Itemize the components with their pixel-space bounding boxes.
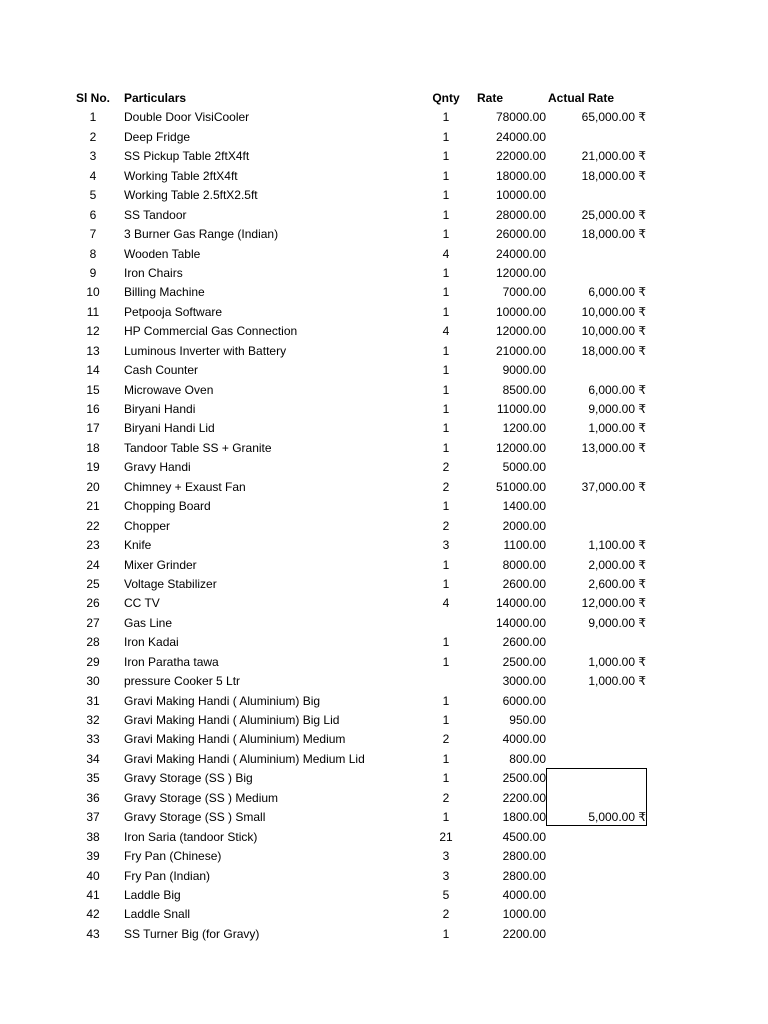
header-actual-rate: Actual Rate	[548, 91, 615, 105]
cell-particulars: Gravi Making Handi ( Aluminium) Medium	[124, 732, 346, 747]
cell-particulars: Gas Line	[124, 615, 173, 630]
cell-rate: 7000.00	[502, 285, 546, 300]
cell-sl-no: 11	[86, 304, 100, 319]
cell-particulars: Chimney + Exaust Fan	[124, 479, 246, 494]
cell-actual-rate: 9,000.00 ₹	[588, 615, 646, 630]
cell-selection-box	[546, 768, 647, 826]
cell-sl-no: 7	[89, 227, 97, 242]
header-row	[0, 89, 768, 108]
table-body	[0, 108, 768, 944]
header-rate: Rate	[477, 91, 504, 105]
cell-rate: 2800.00	[502, 868, 546, 883]
cell-rate: 2200.00	[502, 790, 546, 805]
cell-particulars: Chopping Board	[124, 499, 211, 514]
cell-qty: 5	[442, 887, 450, 902]
cell-qty: 1	[442, 771, 450, 786]
table-row	[0, 517, 768, 536]
cell-rate: 10000.00	[495, 304, 546, 319]
cell-qty: 1	[442, 382, 450, 397]
cell-sl-no: 1	[89, 110, 97, 125]
cell-particulars: Chopper	[124, 518, 171, 533]
table-row	[0, 672, 768, 691]
cell-sl-no: 12	[86, 324, 100, 339]
table-row	[0, 264, 768, 283]
cell-particulars: Gravy Storage (SS ) Medium	[124, 790, 279, 805]
cell-particulars: Biryani Handi Lid	[124, 421, 215, 436]
cell-rate: 24000.00	[495, 246, 546, 261]
cell-actual-rate: 6,000.00 ₹	[588, 382, 646, 397]
cell-qty: 1	[442, 421, 450, 436]
table-row	[0, 692, 768, 711]
cell-qty: 2	[442, 479, 450, 494]
cell-particulars: Voltage Stabilizer	[124, 576, 217, 591]
cell-rate: 8000.00	[502, 557, 546, 572]
cell-particulars: Iron Chairs	[124, 265, 183, 280]
cell-qty: 1	[442, 926, 450, 941]
cell-sl-no: 39	[86, 849, 100, 864]
cell-rate: 8500.00	[502, 382, 546, 397]
table-row	[0, 439, 768, 458]
cell-sl-no: 42	[86, 907, 100, 922]
cell-particulars: Double Door VisiCooler	[124, 110, 250, 125]
cell-actual-rate: 10,000.00 ₹	[581, 304, 646, 319]
cell-actual-rate: 12,000.00 ₹	[581, 596, 646, 611]
cell-sl-no: 25	[86, 576, 100, 591]
cell-sl-no: 6	[89, 207, 97, 222]
table-row	[0, 167, 768, 186]
cell-qty: 2	[442, 460, 450, 475]
cell-rate: 78000.00	[495, 110, 546, 125]
cell-qty: 1	[442, 810, 450, 825]
cell-sl-no: 33	[86, 732, 100, 747]
cell-qty: 21	[439, 829, 453, 844]
cell-particulars: Iron Paratha tawa	[124, 654, 219, 669]
table-row	[0, 886, 768, 905]
cell-qty: 1	[442, 576, 450, 591]
cell-sl-no: 35	[86, 771, 100, 786]
cell-qty: 2	[442, 907, 450, 922]
cell-actual-rate: 6,000.00 ₹	[588, 285, 646, 300]
cell-qty: 3	[442, 868, 450, 883]
cell-sl-no: 4	[89, 168, 97, 183]
cell-qty: 1	[442, 168, 450, 183]
cell-rate: 21000.00	[495, 343, 546, 358]
cell-rate: 9000.00	[502, 363, 546, 378]
cell-qty: 1	[442, 149, 450, 164]
table-row	[0, 711, 768, 730]
cell-actual-rate: 2,000.00 ₹	[588, 557, 646, 572]
cell-sl-no: 37	[86, 810, 100, 825]
cell-qty: 1	[442, 635, 450, 650]
cell-particulars: HP Commercial Gas Connection	[124, 324, 298, 339]
table-row	[0, 478, 768, 497]
cell-sl-no: 2	[89, 129, 97, 144]
cell-actual-rate: 18,000.00 ₹	[581, 343, 646, 358]
cell-qty: 1	[442, 304, 450, 319]
cell-actual-rate: 10,000.00 ₹	[581, 324, 646, 339]
cell-rate: 22000.00	[495, 149, 546, 164]
cell-particulars: SS Turner Big (for Gravy)	[124, 926, 260, 941]
table-row	[0, 730, 768, 749]
table-row	[0, 342, 768, 361]
table-row	[0, 789, 768, 808]
cell-particulars: CC TV	[124, 596, 160, 611]
cell-sl-no: 20	[86, 479, 100, 494]
cell-rate: 800.00	[509, 751, 546, 766]
cell-sl-no: 9	[89, 265, 97, 280]
cell-qty: 1	[442, 363, 450, 378]
cell-particulars: 3 Burner Gas Range (Indian)	[124, 227, 279, 242]
cell-particulars: Biryani Handi	[124, 402, 196, 416]
cell-rate: 2500.00	[502, 771, 546, 786]
cell-rate: 2200.00	[502, 926, 546, 941]
cell-particulars: Fry Pan (Indian)	[124, 868, 211, 883]
cell-particulars: Gravy Handi	[124, 460, 191, 475]
cell-sl-no: 27	[86, 615, 100, 630]
cell-sl-no: 3	[89, 149, 97, 164]
cell-rate: 950.00	[509, 713, 546, 727]
cell-actual-rate: 25,000.00 ₹	[581, 207, 646, 222]
cell-rate: 4000.00	[502, 732, 546, 747]
cell-particulars: Gravy Storage (SS ) Big	[124, 771, 253, 786]
cell-sl-no: 34	[86, 751, 100, 766]
table-row	[0, 108, 768, 127]
table-row	[0, 925, 768, 944]
cell-sl-no: 22	[86, 518, 100, 533]
cell-sl-no: 40	[86, 868, 100, 883]
table-row	[0, 828, 768, 847]
cell-particulars: Working Table 2ftX4ft	[124, 168, 238, 183]
cell-sl-no: 30	[86, 674, 100, 689]
cell-qty: 1	[442, 129, 450, 144]
cell-particulars: Gravi Making Handi ( Aluminium) Medium Lid	[124, 751, 365, 766]
table-row	[0, 867, 768, 886]
cell-rate: 12000.00	[495, 440, 546, 455]
cell-actual-rate: 21,000.00 ₹	[581, 149, 646, 164]
cell-sl-no: 17	[86, 421, 100, 436]
cell-rate: 2800.00	[502, 849, 546, 864]
table-row	[0, 361, 768, 380]
cell-rate: 2500.00	[502, 654, 546, 669]
cell-sl-no: 26	[86, 596, 100, 611]
cell-rate: 12000.00	[495, 265, 546, 280]
cell-actual-rate: 18,000.00 ₹	[581, 168, 646, 183]
cell-particulars: Deep Fridge	[124, 129, 191, 144]
table-row	[0, 536, 768, 555]
cell-qty: 1	[442, 654, 450, 669]
cell-particulars: Mixer Grinder	[124, 557, 197, 572]
cell-particulars: Knife	[124, 538, 152, 553]
table-row	[0, 575, 768, 594]
cell-qty: 1	[442, 343, 450, 358]
cell-rate: 28000.00	[495, 207, 546, 222]
cell-sl-no: 23	[86, 538, 100, 553]
cell-particulars: Wooden Table	[124, 246, 201, 261]
cell-sl-no: 5	[89, 188, 97, 203]
cell-particulars: Iron Saria (tandoor Stick)	[124, 829, 258, 844]
table-row	[0, 147, 768, 166]
cell-actual-rate: 1,000.00 ₹	[588, 674, 646, 689]
cell-sl-no: 19	[86, 460, 100, 475]
cell-sl-no: 21	[86, 499, 100, 514]
cell-rate: 4500.00	[502, 829, 546, 844]
cell-sl-no: 32	[86, 713, 100, 727]
cell-qty: 1	[442, 499, 450, 514]
cell-particulars: pressure Cooker 5 Ltr	[124, 674, 241, 689]
table-row	[0, 419, 768, 438]
cell-rate: 1000.00	[502, 907, 546, 922]
cell-particulars: Iron Kadai	[124, 635, 179, 650]
cell-sl-no: 41	[86, 887, 100, 902]
cell-actual-rate: 13,000.00 ₹	[581, 440, 646, 455]
cell-particulars: Working Table 2.5ftX2.5ft	[124, 188, 258, 203]
cell-sl-no: 36	[86, 790, 100, 805]
table-row	[0, 769, 768, 788]
cell-qty: 1	[442, 557, 450, 572]
cell-particulars: Fry Pan (Chinese)	[124, 849, 222, 864]
cell-qty: 4	[442, 246, 450, 261]
cell-rate: 12000.00	[495, 324, 546, 339]
cell-rate: 1100.00	[503, 538, 546, 553]
table-row	[0, 128, 768, 147]
cell-qty: 1	[442, 713, 450, 727]
cell-actual-rate: 9,000.00 ₹	[588, 402, 646, 416]
header-particulars: Particulars	[124, 91, 187, 105]
cell-rate: 5000.00	[502, 460, 546, 475]
cell-qty: 1	[442, 751, 450, 766]
cell-qty: 1	[442, 440, 450, 455]
cell-qty: 1	[442, 110, 450, 125]
header-sl-no: Sl No.	[75, 91, 110, 105]
cell-particulars: Gravi Making Handi ( Aluminium) Big	[124, 693, 321, 708]
cell-qty: 1	[442, 285, 450, 300]
cell-qty: 1	[442, 207, 450, 222]
table-row	[0, 225, 768, 244]
table-row	[0, 750, 768, 769]
cell-rate: 10000.00	[495, 188, 546, 203]
cell-sl-no: 18	[86, 440, 100, 455]
cell-particulars: SS Pickup Table 2ftX4ft	[124, 149, 250, 164]
cell-particulars: Laddle Snall	[124, 907, 191, 922]
cell-qty: 2	[442, 790, 450, 805]
cell-sl-no: 8	[89, 246, 97, 261]
table-row	[0, 653, 768, 672]
cell-qty: 1	[442, 402, 450, 416]
cell-particulars: Tandoor Table SS + Granite	[124, 440, 272, 455]
cell-sl-no: 31	[86, 693, 100, 708]
cell-qty: 2	[442, 518, 450, 533]
table-row	[0, 206, 768, 225]
table-row	[0, 400, 768, 419]
cell-rate: 1200.00	[502, 421, 546, 436]
cell-particulars: Gravy Storage (SS ) Small	[124, 810, 266, 825]
table-row	[0, 322, 768, 341]
cell-actual-rate: 18,000.00 ₹	[581, 227, 646, 242]
cell-rate: 3000.00	[502, 674, 546, 689]
table-row	[0, 614, 768, 633]
cell-particulars: Gravi Making Handi ( Aluminium) Big Lid	[124, 713, 340, 727]
table-row	[0, 497, 768, 516]
cell-qty: 3	[442, 849, 450, 864]
cell-qty: 3	[442, 538, 450, 553]
table-row	[0, 283, 768, 302]
cell-qty: 1	[442, 265, 450, 280]
cell-rate: 18000.00	[495, 168, 546, 183]
cell-sl-no: 15	[86, 382, 100, 397]
table-row	[0, 186, 768, 205]
cell-qty: 1	[442, 227, 450, 242]
cell-actual-rate: 1,000.00 ₹	[588, 654, 646, 669]
table-row	[0, 458, 768, 477]
cell-particulars: Luminous Inverter with Battery	[124, 343, 287, 358]
cell-particulars: Petpooja Software	[124, 304, 223, 319]
cell-rate: 11000.00	[496, 402, 546, 416]
cell-rate: 6000.00	[502, 693, 546, 708]
cell-sl-no: 13	[86, 343, 100, 358]
cell-rate: 4000.00	[502, 887, 546, 902]
header-qty: Qnty	[432, 91, 460, 105]
cell-particulars: Laddle Big	[124, 887, 181, 902]
cell-rate: 2600.00	[502, 576, 546, 591]
cell-rate: 51000.00	[495, 479, 546, 494]
cell-actual-rate: 37,000.00 ₹	[581, 479, 646, 494]
cell-sl-no: 14	[86, 363, 100, 378]
cell-sl-no: 29	[86, 654, 100, 669]
cell-actual-rate: 5,000.00 ₹	[588, 810, 646, 825]
cell-qty: 1	[442, 693, 450, 708]
cell-rate: 14000.00	[495, 615, 546, 630]
cell-qty: 4	[442, 324, 450, 339]
cell-qty: 1	[442, 188, 450, 203]
cell-rate: 1400.00	[502, 499, 546, 514]
cell-rate: 14000.00	[495, 596, 546, 611]
table-row	[0, 303, 768, 322]
cell-actual-rate: 1,100.00 ₹	[588, 538, 646, 553]
table-row	[0, 633, 768, 652]
cell-sl-no: 10	[86, 285, 100, 300]
table-row	[0, 905, 768, 924]
cell-sl-no: 38	[86, 829, 100, 844]
cell-rate: 26000.00	[495, 227, 546, 242]
cell-actual-rate: 1,000.00 ₹	[588, 421, 646, 436]
cell-sl-no: 16	[86, 402, 100, 416]
cell-particulars: Billing Machine	[124, 285, 205, 300]
cell-actual-rate: 65,000.00 ₹	[581, 110, 646, 125]
cell-rate: 1800.00	[502, 810, 546, 825]
cell-rate: 2600.00	[502, 635, 546, 650]
cell-actual-rate: 2,600.00 ₹	[588, 576, 646, 591]
table-row	[0, 808, 768, 827]
cell-sl-no: 43	[86, 926, 100, 941]
table-row	[0, 245, 768, 264]
cell-particulars: Microwave Oven	[124, 382, 214, 397]
cell-rate: 2000.00	[502, 518, 546, 533]
cell-particulars: Cash Counter	[124, 363, 199, 378]
spreadsheet-table	[0, 89, 768, 944]
cell-rate: 24000.00	[495, 129, 546, 144]
table-row	[0, 594, 768, 613]
cell-qty: 2	[442, 732, 450, 747]
table-row	[0, 556, 768, 575]
table-row	[0, 847, 768, 866]
cell-sl-no: 24	[86, 557, 100, 572]
table-row	[0, 381, 768, 400]
cell-qty: 4	[442, 596, 450, 611]
cell-sl-no: 28	[86, 635, 100, 650]
cell-particulars: SS Tandoor	[124, 207, 187, 222]
